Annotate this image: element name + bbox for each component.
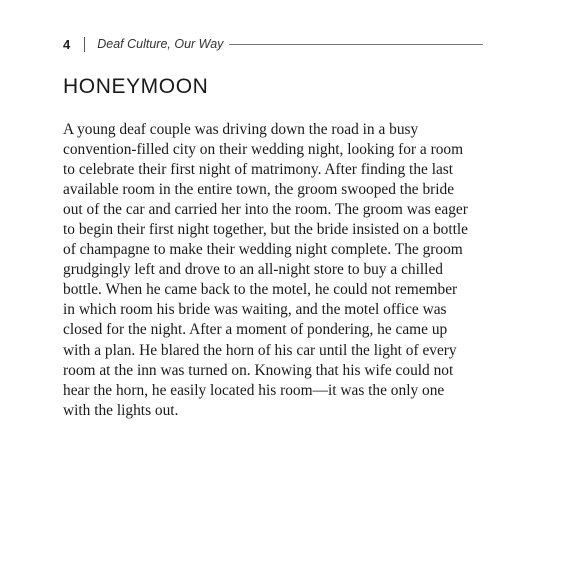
book-title: Deaf Culture, Our Way (97, 37, 224, 51)
header-divider (84, 37, 85, 52)
text-line: closed for the night. After a moment of pondering, he came up (63, 321, 448, 339)
text-line: with the lights out. (63, 401, 179, 419)
text-line: out of the car and carried her into the room. The groom was eager (63, 201, 468, 219)
text-line: A young deaf couple was driving down the road in a busy (63, 121, 419, 138)
text-line: in which room his bride was waiting, and the motel office was (63, 301, 447, 319)
text-line: grudgingly left and drove to an all-night store to buy a chilled (63, 261, 443, 279)
text-line: convention-filled city on their wedding night, looking for a room (63, 141, 464, 159)
text-line: bottle. When he came back to the motel, he could not remember (63, 281, 458, 299)
chapter-title: HONEYMOON (63, 75, 209, 98)
body-paragraph (63, 120, 493, 421)
text-line: to begin their first night together, but the bride insisted on a bottle (63, 221, 469, 239)
running-head (63, 34, 483, 54)
page-number: 4 (63, 36, 71, 52)
text-line: to celebrate their first night of matrimony. After finding the last (63, 161, 454, 179)
text-line: with a plan. He blared the horn of his car until the light of every (63, 341, 457, 359)
text-line: hear the horn, he easily located his room—it was the only one (63, 381, 445, 399)
text-line: available room in the entire town, the groom swooped the bride (63, 181, 455, 199)
header-rule (229, 44, 483, 45)
text-line: of champagne to make their wedding night complete. The groom (63, 241, 463, 259)
text-line: room at the inn was turned on. Knowing that his wife could not (63, 361, 454, 379)
